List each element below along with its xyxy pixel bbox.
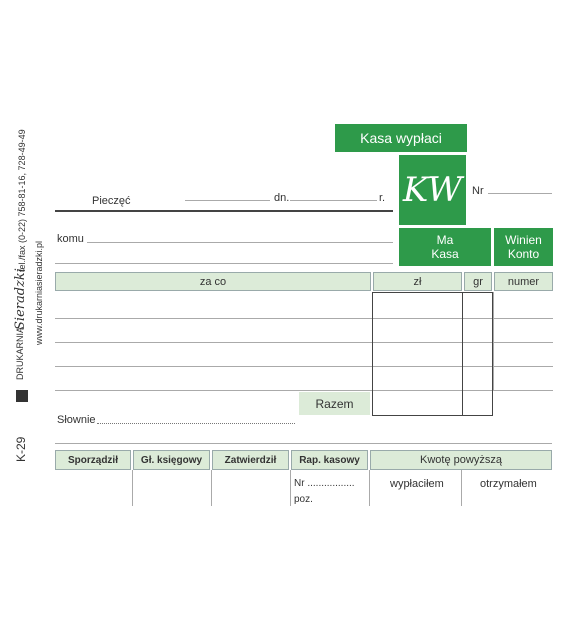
stamp-underline [55, 210, 393, 212]
sig-divider [290, 470, 291, 506]
words-label: Słownie [57, 414, 96, 426]
year-label: r. [379, 192, 386, 204]
sig-cash-report: Rap. kasowy [291, 450, 368, 470]
total-label: Razem [299, 392, 370, 415]
amount-header: Kwotę powyższą [370, 450, 552, 470]
stamp-label: Pieczęć [92, 195, 131, 207]
printer-name: Sieradzki [13, 268, 28, 330]
nr-label: Nr [472, 185, 484, 197]
report-poz: poz. [294, 494, 313, 505]
col-gr: gr [464, 272, 492, 291]
sig-prepared: Sporządził [55, 450, 131, 470]
report-nr[interactable]: Nr ................. [294, 478, 355, 489]
sig-divider [211, 470, 212, 506]
year-field[interactable] [365, 200, 377, 201]
sig-divider [132, 470, 133, 506]
printer-logo-icon [16, 390, 28, 402]
to-label: komu [57, 233, 84, 245]
printer-sidebar [10, 129, 50, 462]
nr-field[interactable] [488, 193, 552, 194]
printer-website: www.drukarniasieradzki.pl [34, 240, 44, 345]
date-field[interactable] [290, 200, 375, 201]
amount-box [372, 292, 493, 416]
day-label: dn. [274, 192, 290, 204]
sig-approved: Zatwierdził [212, 450, 289, 470]
words-field[interactable] [97, 423, 295, 424]
sig-chief-accountant: Gł. księgowy [133, 450, 210, 470]
amount-divider [462, 292, 463, 416]
to-field-2[interactable] [55, 263, 393, 264]
received-label: otrzymałem [480, 478, 537, 490]
debit-account: Winien Konto [494, 228, 553, 266]
credit-cash: Ma Kasa [399, 228, 491, 266]
col-za-co: za co [55, 272, 371, 291]
form-code: K-29 [14, 436, 28, 462]
paid-out-label: wypłaciłem [390, 478, 444, 490]
place-field[interactable] [185, 200, 270, 201]
to-field[interactable] [87, 242, 393, 243]
doc-code: KW [399, 155, 466, 225]
sig-divider [461, 470, 462, 506]
col-numer: numer [494, 272, 553, 291]
words-line[interactable] [55, 443, 552, 444]
numer-divider [493, 292, 494, 390]
form-title: Kasa wypłaci [335, 124, 467, 152]
printer-prefix: DRUKARNIA [15, 326, 25, 380]
printer-phone: tel./fax (0-22) 758-81-16, 728-49-49 [17, 129, 27, 272]
col-zl: zł [373, 272, 462, 291]
sig-divider [369, 470, 370, 506]
